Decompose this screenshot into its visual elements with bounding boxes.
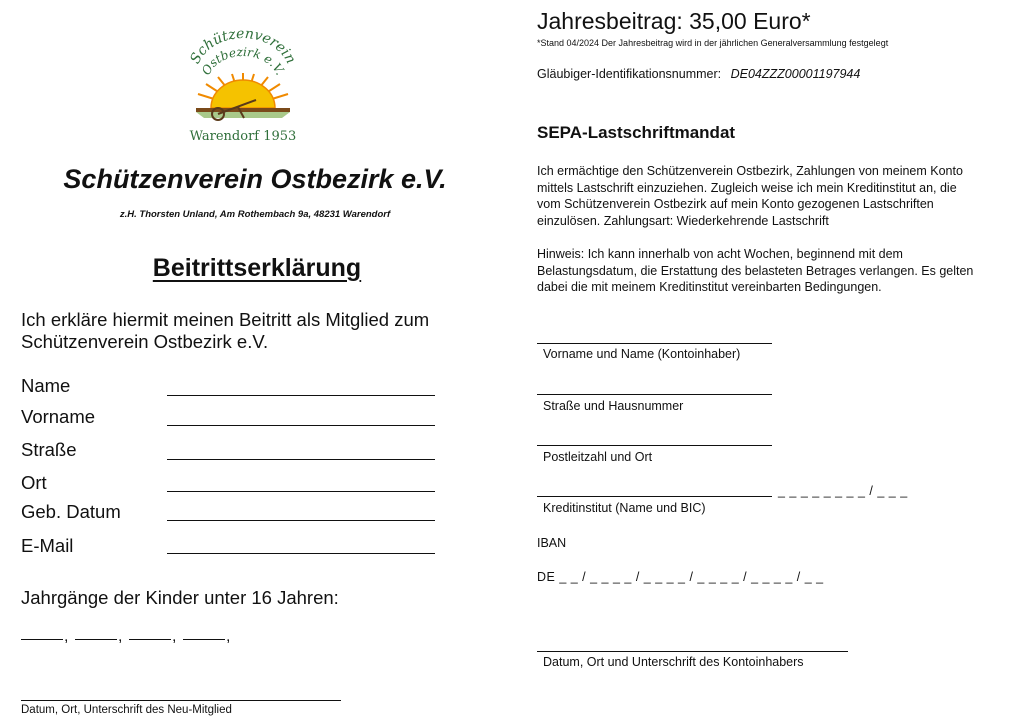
street-input-line[interactable] xyxy=(537,394,772,395)
new-member-signature-label: Datum, Ort, Unterschrift des Neu-Mitglied xyxy=(21,704,232,716)
svg-text:Warendorf 1953: Warendorf 1953 xyxy=(189,129,297,144)
account-holder-signature-line[interactable] xyxy=(537,651,848,652)
account-holder-signature-label: Datum, Ort und Unterschrift des Kontoinhabers xyxy=(543,655,804,669)
field-label-vorname: Vorname xyxy=(21,406,96,427)
separator: , xyxy=(64,628,69,645)
children-years-label: Jahrgänge der Kinder unter 16 Jahren: xyxy=(21,587,339,608)
bank-input-line[interactable] xyxy=(537,496,772,497)
name-input-line[interactable] xyxy=(167,395,435,396)
field-label-ort: Ort xyxy=(21,472,47,493)
creditor-id-value: DE04ZZZ00001197944 xyxy=(730,67,861,81)
street-label: Straße und Hausnummer xyxy=(543,399,684,413)
ort-input-line[interactable] xyxy=(167,491,435,492)
refund-notice-text: Hinweis: Ich kann innerhalb von acht Wochen, beginnend mit dem Belastungsdatum, die Erstattung des belasteten Betrages verlangen. Es gelten dabei die mit meinem Kreditinstitut vereinbarten Bedingungen. xyxy=(537,247,974,294)
svg-text:Schützenverein: Schützenverein xyxy=(187,25,299,67)
email-input-line[interactable] xyxy=(167,553,435,554)
creditor-id-row xyxy=(537,67,860,81)
sun-crest-icon xyxy=(178,24,308,150)
child-year-input-2[interactable] xyxy=(75,639,117,640)
club-logo xyxy=(178,24,308,150)
child-year-input-3[interactable] xyxy=(129,639,171,640)
declaration-line: Schützenverein Ostbezirk e.V. xyxy=(21,331,269,352)
geb-datum-input-line[interactable] xyxy=(167,520,435,521)
fee-note: *Stand 04/2024 Der Jahresbeitrag wird in der jährlichen Generalversammlung festgelegt xyxy=(537,38,889,48)
city-input-line[interactable] xyxy=(537,445,772,446)
field-label-email: E-Mail xyxy=(21,535,74,556)
declaration-line: Ich erkläre hiermit meinen Beitritt als Mitglied zum xyxy=(21,309,430,330)
club-title: Schützenverein Ostbezirk e.V. xyxy=(63,164,447,194)
field-label-geb-datum: Geb. Datum xyxy=(21,501,121,522)
mandate-text: Ich ermächtige den Schützenverein Ostbezirk, Zahlungen von meinem Konto mittels Lastschrift einzuziehen. Zugleich weise ich mein Kreditinstitut an, die vom Schützenverein Ostbezirk auf mein Konto gezogenen Lastschriften einzulösen. Zahlungsart: Wiederkehrende Lastschrift xyxy=(537,164,963,228)
account-holder-input-line[interactable] xyxy=(537,343,772,344)
sepa-title: SEPA-Lastschriftmandat xyxy=(537,123,736,142)
child-year-input-4[interactable] xyxy=(183,639,225,640)
separator: , xyxy=(118,628,123,645)
separator: , xyxy=(172,628,177,645)
annual-fee: Jahresbeitrag: 35,00 Euro* xyxy=(537,8,811,34)
vorname-input-line[interactable] xyxy=(167,425,435,426)
creditor-id-label: Gläubiger-Identifikationsnummer: xyxy=(537,67,722,81)
form-title: Beitrittserklärung xyxy=(152,254,362,282)
city-label: Postleitzahl und Ort xyxy=(543,450,653,464)
field-label-strasse: Straße xyxy=(21,439,77,460)
bank-label: Kreditinstitut (Name und BIC) xyxy=(543,501,706,515)
child-year-input-1[interactable] xyxy=(21,639,63,640)
separator: , xyxy=(226,628,231,645)
svg-text:Ostbezirk e.V.: Ostbezirk e.V. xyxy=(198,44,288,78)
strasse-input-line[interactable] xyxy=(167,459,435,460)
account-holder-label: Vorname und Name (Kontoinhaber) xyxy=(543,347,741,361)
club-address: z.H. Thorsten Unland, Am Rothembach 9a, 48231 Warendorf xyxy=(119,209,391,220)
new-member-signature-line[interactable] xyxy=(21,700,341,701)
iban-input-placeholder[interactable]: DE _ _ / _ _ _ _ / _ _ _ _ / _ _ _ _ / _ _ _ _ / _ _ xyxy=(537,570,824,584)
membership-declaration xyxy=(21,309,491,353)
bic-input-placeholder[interactable]: _ _ _ _ _ _ _ _ / _ _ _ xyxy=(778,484,908,498)
iban-label: IBAN xyxy=(537,536,567,550)
field-label-name: Name xyxy=(21,375,71,396)
